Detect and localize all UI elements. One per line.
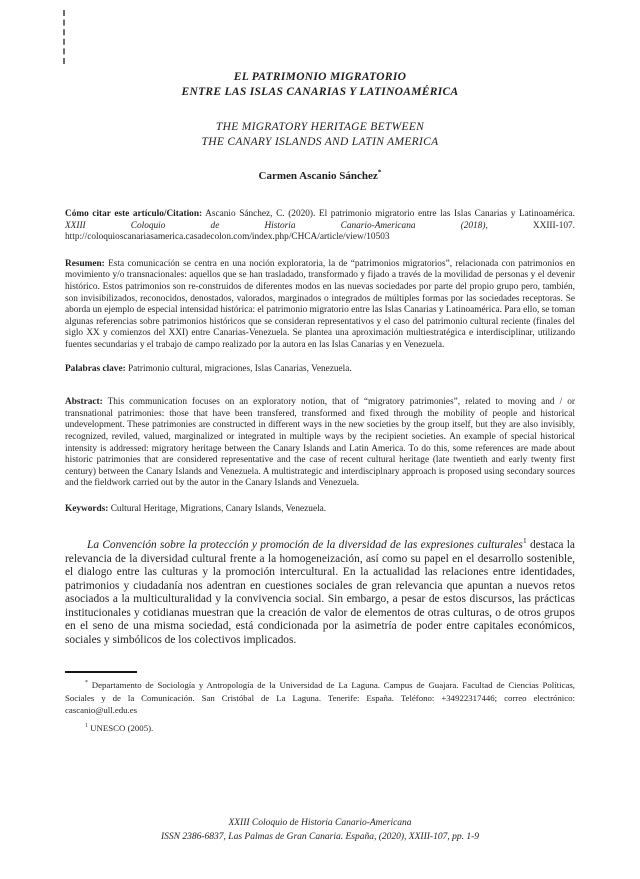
author-footnote-mark: *	[377, 167, 382, 177]
citation-text: Ascanio Sánchez, C. (2020). El patrimonio migratorio entre las Islas Canarias y Latinoamérica.	[202, 209, 575, 219]
footnote-1-text: UNESCO (2005).	[87, 722, 154, 733]
title-spanish	[65, 0, 575, 100]
title-english-line1: THE MIGRATORY HERITAGE BETWEEN	[215, 121, 425, 133]
footer-conference-title: XXIII Coloquio de Historia Canario-Americana	[228, 818, 412, 828]
body-lead-italic: La Convención sobre la protección y promoción de la diversidad de las expresiones culturales	[87, 539, 523, 552]
palabras-clave-text: Patrimonio cultural, migraciones, Islas Canarias, Venezuela.	[125, 363, 352, 374]
citation-paragraph	[65, 209, 575, 244]
page-footer	[65, 817, 575, 844]
citation-url: , XXIII-107. http://coloquioscanariasamerica.casadecolon.com/index.php/CHCA/article/view/10503	[65, 220, 575, 243]
citation-journal-italic: XXIII Coloquio de Historia Canario-Americana (2018)	[65, 220, 486, 231]
footer-issn-line: ISSN 2386-6837, Las Palmas de Gran Canaria. España, (2020), XXIII-107, pp. 1-9	[161, 831, 479, 842]
resumen-text: Esta comunicación se centra en una noción exploratoria, la de “patrimonios migratorios”, relacionada con patrimonios en movimiento y/o transnacionales: aquellos que se han trasladado, transformado y fijado a través de la movilidad de personas y el devenir histórico. Estos patrimonios son re-construidos de diferentes modos en las nuevas sociedades por parte del propio grupo pero, también, son invisibilizados, reconocidos, denostados, valorados, marginados o integrados de múltiples formas por las sociedades receptoras. Se aborda un ejemplo de especial intensidad histórica: el patrimonio migratorio entre las Islas Canarias y Latinoamérica. Para ello, se toman algunas referencias sobre patrimonios históricos que se consideran representativos y el caso del patrimonio cultural reciente (finales del siglo XX y comienzos del XXI) entre Canarias-Venezuela. Se plantea una aproximación multiestratégica e interdisciplinar, utilizando fuentes secundarias y el trabajo de campo realizado por la autora en las Islas Canarias y en Venezuela.	[65, 258, 575, 350]
footnote-1-mark: 1	[85, 722, 88, 729]
title-spanish-line2: ENTRE LAS ISLAS CANARIAS Y LATINOAMÉRICA	[181, 86, 459, 98]
footnote-1	[65, 722, 575, 734]
footnote-asterisk	[65, 679, 575, 716]
keywords-paragraph	[65, 504, 575, 516]
abstract-label: Abstract:	[65, 397, 103, 408]
citation-label: Cómo citar este artículo/Citation:	[65, 209, 203, 219]
title-spanish-line1: EL PATRIMONIO MIGRATORIO	[233, 71, 407, 83]
footnote-reference-1: 1	[522, 536, 527, 546]
body-text: destaca la relevancia de la diversidad cultural frente a la homogeneización, así como su papel en el desarrollo sostenible, el dialogo entre las culturas y la promoción intercultural. En la actualidad las relaciones entre identidades, patrimonios y ciudadanía nos adentran en cuestiones sociales de gran relevancia que apuntan a nuevos retos asociados a la multiculturalidad y la convivencia social. Sin embargo, a pesar de estos discursos, las prácticas institucionales y cotidianas muestran que la creación de valor de elementos de otras culturas, o de otros grupos en el seno de una misma sociedad, está condicionada por la asimetría de poder entre capitales económicos, sociales y simbólicos de los colectivos implicados.	[65, 539, 575, 646]
resumen-paragraph	[65, 259, 575, 352]
abstract-paragraph	[65, 397, 575, 490]
resumen-label: Resumen:	[65, 258, 105, 269]
author-name-text: Carmen Ascanio Sánchez	[258, 170, 378, 182]
abstract-text: This communication focuses on an exploratory notion, that of “migratory patrimonies”, related to moving and / or transnational patrimonies: those that have been transfered, transformed and fixed through the mobility of people and historical undevelopment. These patrimonies are constructed in different ways in the new societies by the group itself, but they are also invisibly, recognized, reviled, valued, marginalized or integrated in multiple ways by the recipient societies. An example of special historical intensity is addressed: migratory heritage between the Canary Islands and Latin America. To do this, some references are made about historic patrimonies that are considered representative and the case of recent cultural heritage (late twentieth and early twenty first century) between the Canary Islands and Venezuela. A multistrategic and interdisciplnary approach is proposed using secondary sources and the fieldwork carried out by the autor in the Canary Islands and Venezuela.	[65, 397, 575, 489]
footnote-separator-rule	[65, 671, 137, 673]
author-name	[65, 167, 575, 182]
palabras-clave-paragraph	[65, 364, 575, 376]
footnote-asterisk-mark: *	[85, 680, 88, 687]
title-english-line2: THE CANARY ISLANDS AND LATIN AMERICA	[201, 136, 439, 148]
keywords-text: Cultural Heritage, Migrations, Canary Islands, Venezuela.	[108, 503, 327, 514]
keywords-label: Keywords:	[65, 503, 109, 514]
scan-artifact-dashed-line	[63, 10, 65, 64]
footnote-asterisk-text: Departamento de Sociología y Antropología de la Universidad de La Laguna. Campus de Guajara. Facultad de Ciencias Políticas, Sociales y de la Comunicación. San Cristóbal de La Laguna. Tenerife: España. Teléfono: +34922317446; correo electrónico: cascanio@ull.edu.es	[65, 680, 575, 716]
body-paragraph	[65, 536, 575, 647]
palabras-clave-label: Palabras clave:	[65, 363, 126, 374]
title-english	[65, 120, 575, 150]
